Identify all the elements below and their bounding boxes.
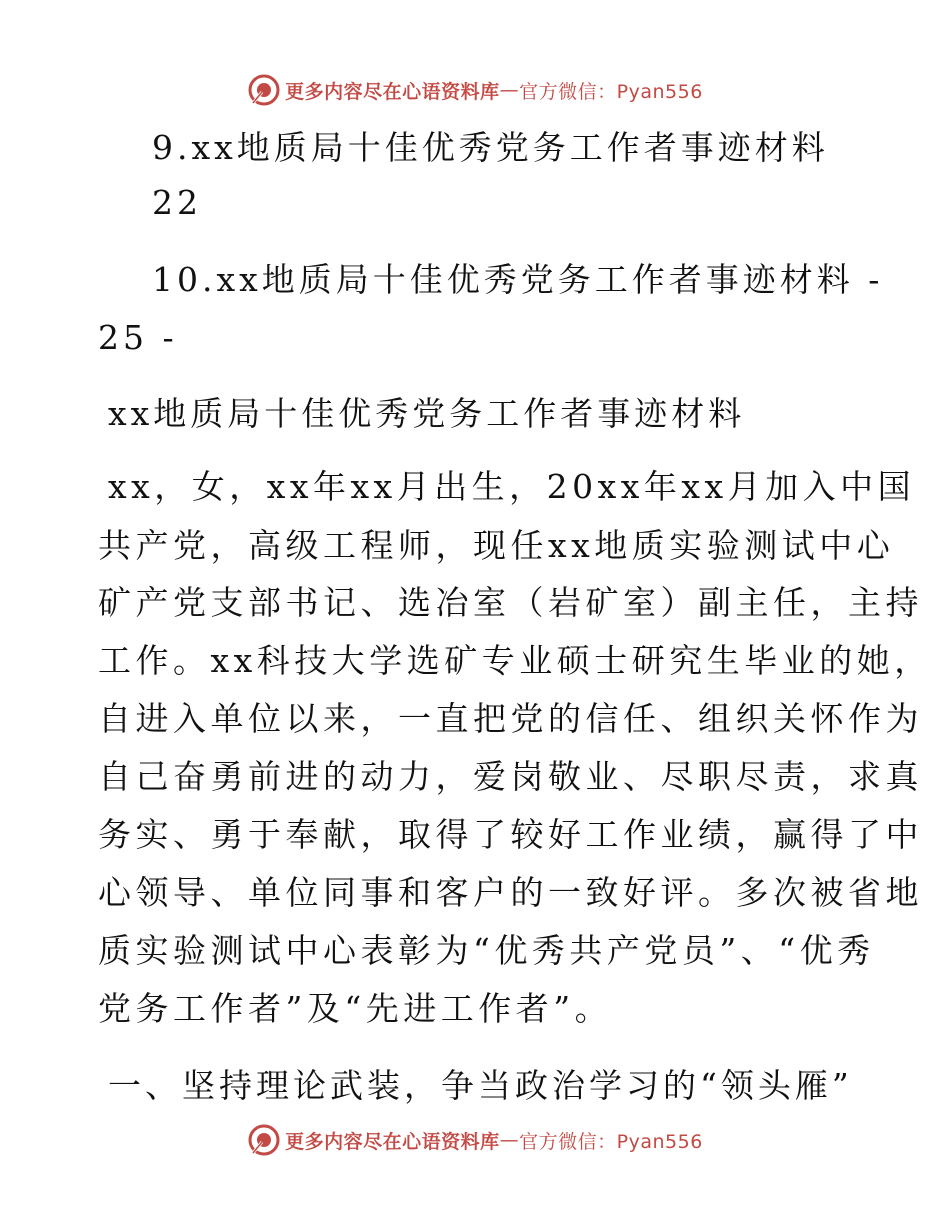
section-heading: 一、坚持理论武装，争当政治学习的“领头雁”: [108, 1066, 853, 1105]
toc-item-10-title: 10.xx地质局十佳优秀党务工作者事迹材料 -: [152, 260, 884, 299]
paragraph-line: 质实验测试中心表彰为“优秀共产党员”、“优秀: [98, 931, 875, 970]
pen-logo-icon: [247, 1123, 281, 1157]
paragraph-line: xx，女，xx年xx月出生，20xx年xx月加入中国: [108, 467, 916, 506]
paragraph-line: 工作。xx科技大学选矿专业硕士研究生毕业的她，: [98, 641, 932, 680]
paragraph-line: 矿产党支部书记、选冶室（岩矿室）副主任，主持: [98, 583, 923, 622]
paragraph-line: 务实、勇于奉献，取得了较好工作业绩，赢得了中: [98, 815, 923, 854]
paragraph-line: 自进入单位以来，一直把党的信任、组织关怀作为: [98, 699, 923, 738]
paragraph-line: 共产党，高级工程师，现任xx地质实验测试中心: [98, 526, 895, 565]
watermark-wechat: 官方微信：Pyan556: [519, 80, 703, 103]
paragraph-line: 党务工作者”及“先进工作者”。: [98, 989, 613, 1028]
toc-item-9-title: 9.xx地质局十佳优秀党务工作者事迹材料: [152, 128, 829, 167]
pen-logo-icon: [247, 73, 281, 107]
watermark-text: 更多内容尽在心语资料库: [285, 80, 500, 103]
watermark-separator: —: [499, 1129, 520, 1151]
watermark-wechat: 官方微信：Pyan556: [519, 1130, 703, 1153]
paragraph-line: 自己奋勇前进的动力，爱岗敬业、尽职尽责，求真: [98, 757, 923, 796]
watermark-footer: [0, 1120, 950, 1160]
toc-item-10-page: 25 -: [98, 318, 178, 357]
watermark-separator: —: [499, 79, 520, 101]
article-title: xx地质局十佳优秀党务工作者事迹材料: [108, 394, 746, 433]
paragraph-line: 心领导、单位同事和客户的一致好评。多次被省地: [98, 873, 923, 912]
toc-item-9-page: 22: [152, 183, 202, 222]
watermark-header: [0, 70, 950, 110]
watermark-text: 更多内容尽在心语资料库: [285, 1130, 500, 1153]
